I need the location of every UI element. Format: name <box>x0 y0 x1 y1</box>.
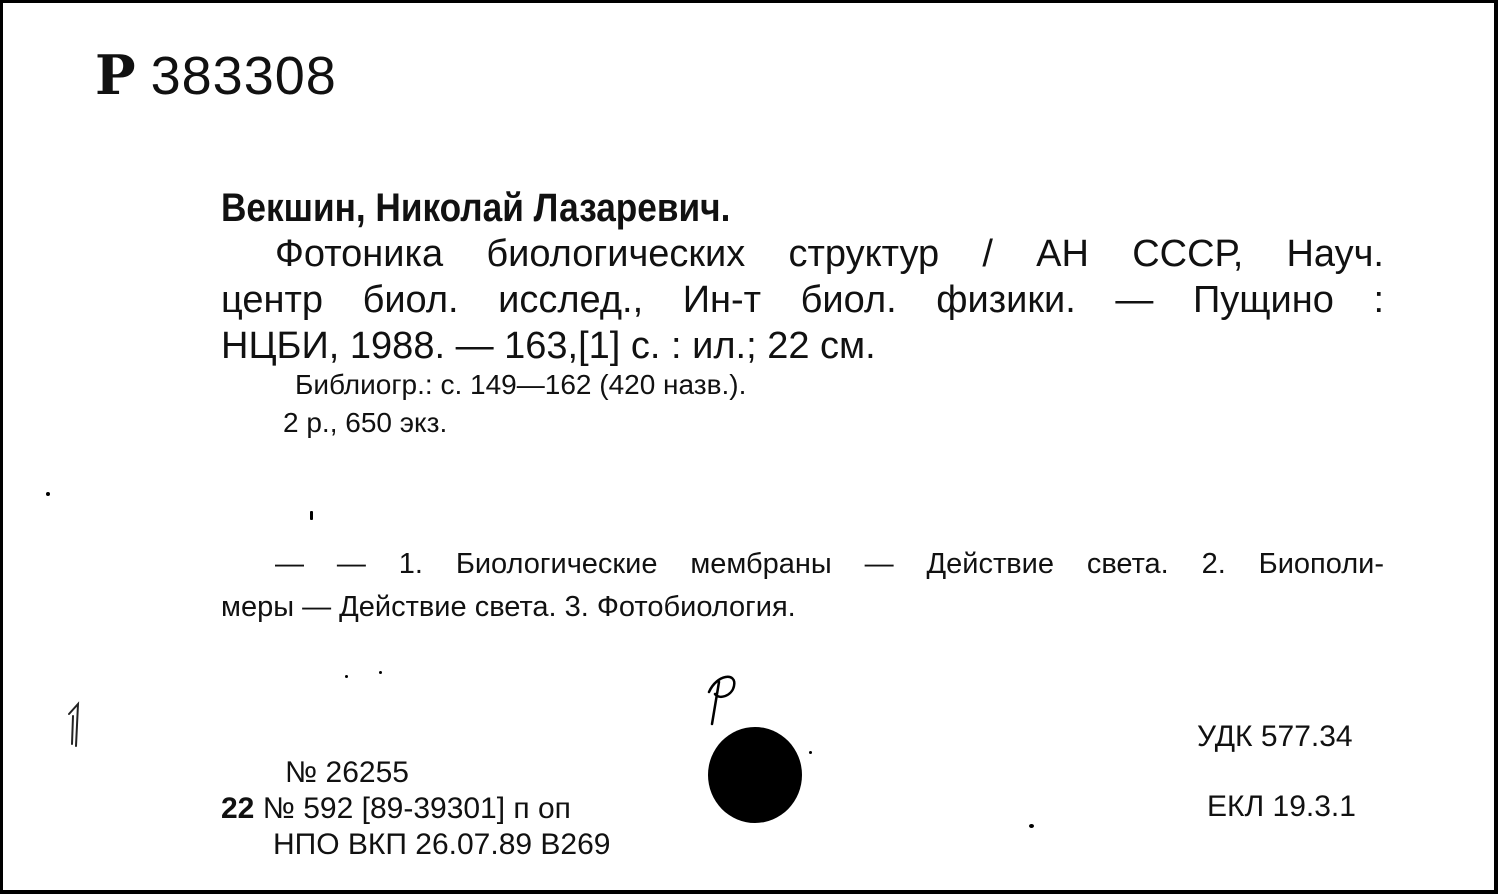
handwritten-p-mark-icon <box>703 668 743 737</box>
ekl-code: ЕКЛ 19.3.1 <box>1207 790 1356 823</box>
bibliographic-description <box>221 231 1384 369</box>
order-line <box>221 792 571 826</box>
call-number-prefix: Р <box>95 43 137 107</box>
bibliography-note: Библиогр.: с. 149—162 (420 назв.). <box>295 369 747 400</box>
dust-speck <box>345 675 348 678</box>
author-heading: Векшин, Николай Лазаревич. <box>221 186 731 230</box>
price-note: 2 р., 650 экз. <box>283 407 448 438</box>
subject-headings <box>221 543 1384 629</box>
dust-speck <box>1029 824 1034 828</box>
dust-speck <box>809 751 812 754</box>
call-number <box>95 43 337 107</box>
subject-line: — — 1. Биологические мембраны — Действие света. 2. Биополи- <box>275 548 1384 580</box>
order-prefix: 22 <box>221 792 255 825</box>
subject-line: меры — Действие света. 3. Фотобиология. <box>221 591 796 623</box>
dust-speck <box>46 492 50 496</box>
accession-number: № 26255 <box>285 756 409 789</box>
order-details: № 592 [89-39301] п оп <box>262 792 571 825</box>
dust-speck <box>379 671 382 674</box>
printing-line: НПО ВКП 26.07.89 В269 <box>273 828 611 861</box>
punch-hole-icon <box>708 727 802 823</box>
udc-code: УДК 577.34 <box>1197 720 1353 753</box>
description-line: НЦБИ, 1988. — 163,[1] с. : ил.; 22 см. <box>221 325 876 367</box>
description-line: центр биол. исслед., Ин-т биол. физики. — Пущино : <box>221 279 1384 321</box>
call-number-digits: 383308 <box>150 46 337 106</box>
description-line: Фотоника биологических структур / АН СССР, Науч. <box>275 233 1384 275</box>
dust-speck <box>310 511 313 520</box>
handwritten-1-mark-icon <box>63 700 87 757</box>
